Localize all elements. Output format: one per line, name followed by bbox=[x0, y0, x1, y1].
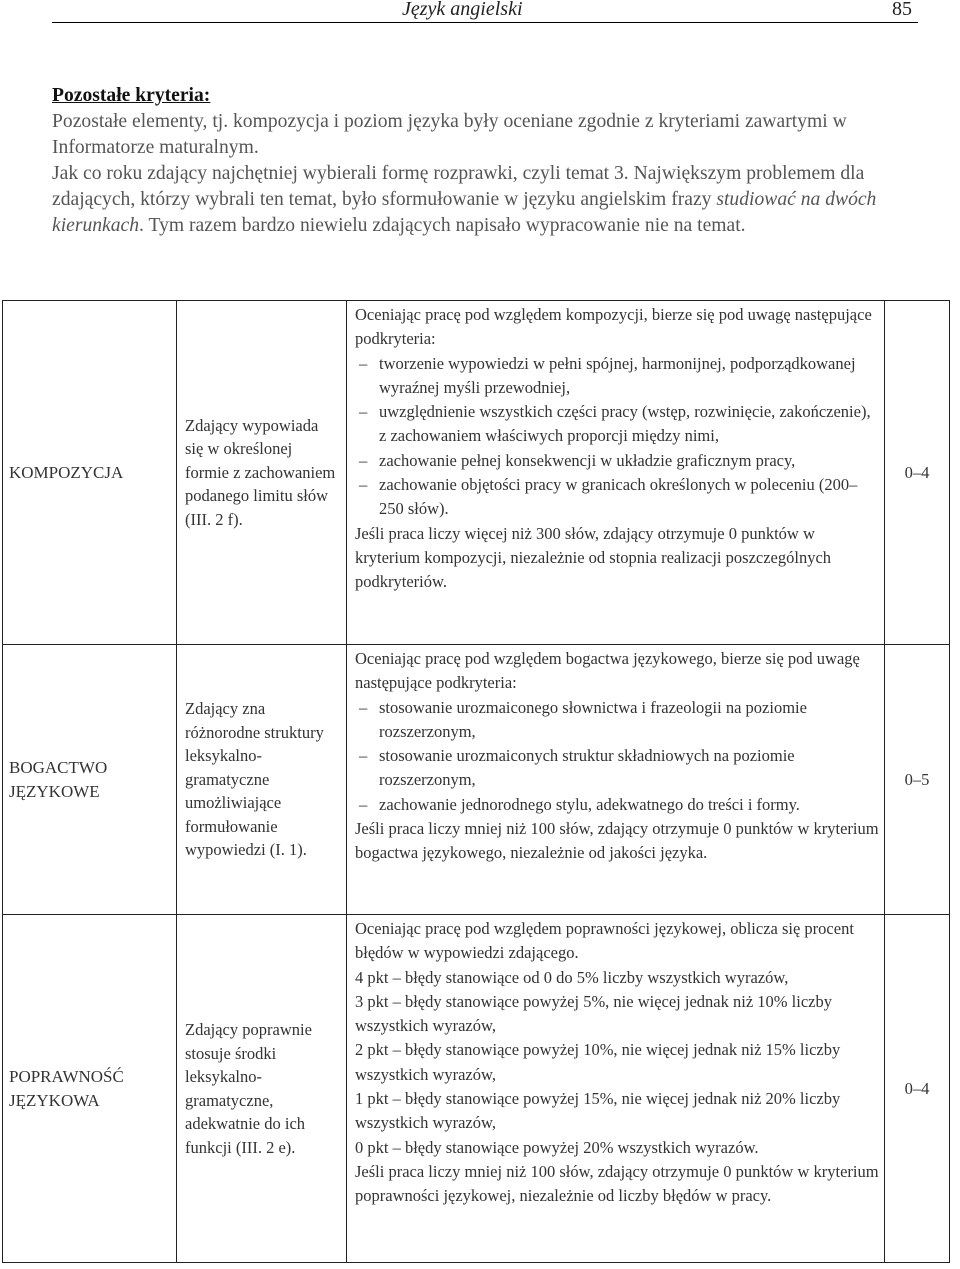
criteria-note: Jeśli praca liczy więcej niż 300 słów, zdający otrzymuje 0 punktów w kryterium kompozycji, niezależnie od stopnia realizacji poszczególnych podkryteriów. bbox=[355, 523, 832, 592]
score-cell: 0–5 bbox=[885, 645, 950, 915]
score-cell: 0–4 bbox=[885, 915, 950, 1263]
criteria-note: Jeśli praca liczy mniej niż 100 słów, zdający otrzymuje 0 punktów w kryterium bogactwa językowego, niezależnie od jakości języka. bbox=[355, 819, 879, 863]
criteria-detail-cell bbox=[347, 915, 885, 1263]
criteria-table bbox=[2, 300, 950, 1263]
score-band-line: 2 pkt – błędy stanowiące powyżej 10%, nie więcej jednak niż 15% liczby wszystkich wyrazów, bbox=[355, 1040, 841, 1084]
running-title: Język angielski bbox=[402, 0, 523, 20]
description-cell: Zdający zna różnorodne struktury leksykalno-gramatyczne umożliwiające formułowanie wypowiedzi (I. 1). bbox=[177, 645, 347, 915]
list-item: – uwzględnienie wszystkich części pracy (wstęp, rozwinięcie, zakończenie), z zachowaniem właściwych proporcji między nimi, bbox=[355, 400, 880, 449]
criteria-row-correctness bbox=[3, 915, 950, 1263]
score-band-line: 4 pkt – błędy stanowiące od 0 do 5% liczby wszystkich wyrazów, bbox=[355, 967, 789, 987]
page-number: 85 bbox=[892, 0, 912, 20]
intro-text: . Tym razem bardzo niewielu zdających napisało wypracowanie nie na temat. bbox=[139, 215, 746, 236]
criteria-detail-cell bbox=[347, 301, 885, 645]
emphasized-phrase: studiować na dwóch kierunkach bbox=[52, 189, 877, 236]
criteria-intro: Oceniając pracę pod względem poprawności językowej, oblicza się procent błędów w wypowiedzi zdającego. bbox=[355, 919, 854, 963]
category-cell: POPRAWNOŚĆ JĘZYKOWA bbox=[3, 915, 177, 1263]
criteria-note: Jeśli praca liczy mniej niż 100 słów, zdający otrzymuje 0 punktów w kryterium poprawności językowej, niezależnie od liczby błędów w pracy. bbox=[355, 1161, 879, 1206]
score-band-line: 0 pkt – błędy stanowiące powyżej 20% wszystkich wyrazów. bbox=[355, 1137, 759, 1157]
list-item: – zachowanie objętości pracy w granicach określonych w poleceniu (200–250 słów). bbox=[355, 473, 880, 522]
score-cell: 0–4 bbox=[885, 301, 950, 645]
intro-paragraph-2 bbox=[52, 161, 918, 239]
intro-text: Jak co roku zdający najchętniej wybierali formę rozprawki, czyli temat 3. Największym problemem dla zdających, którzy wybrali ten temat, było sformułowanie w języku angielskim frazy bbox=[52, 163, 865, 210]
list-item: – tworzenie wypowiedzi w pełni spójnej, harmonijnej, podporządkowanej wyraźnej myśli przewodniej, bbox=[355, 352, 880, 401]
list-item: – stosowanie urozmaiconego słownictwa i frazeologii na poziomie rozszerzonym, bbox=[355, 696, 880, 745]
criteria-intro: Oceniając pracę pod względem bogactwa językowego, bierze się pod uwagę następujące podkryteria: bbox=[355, 649, 860, 693]
criteria-detail-cell bbox=[347, 645, 885, 915]
category-cell: KOMPOZYCJA bbox=[3, 301, 177, 645]
subcriteria-list bbox=[355, 352, 880, 522]
category-cell: BOGACTWO JĘZYKOWE bbox=[3, 645, 177, 915]
criteria-row-composition bbox=[3, 301, 950, 645]
list-item: – stosowanie urozmaiconych struktur składniowych na poziomie rozszerzonym, bbox=[355, 744, 880, 793]
description-cell: Zdający poprawnie stosuje środki leksykalno-gramatyczne, adekwatnie do ich funkcji (III. 2 e). bbox=[177, 915, 347, 1263]
score-band-line: 1 pkt – błędy stanowiące powyżej 15%, nie więcej jednak niż 20% liczby wszystkich wyrazów, bbox=[355, 1089, 841, 1133]
page-header bbox=[52, 0, 918, 23]
score-band-line: 3 pkt – błędy stanowiące powyżej 5%, nie więcej jednak niż 10% liczby wszystkich wyrazów, bbox=[355, 991, 832, 1036]
criteria-row-richness bbox=[3, 645, 950, 915]
list-item: – zachowanie pełnej konsekwencji w układzie graficznym pracy, bbox=[355, 449, 880, 473]
subcriteria-list bbox=[355, 696, 880, 817]
description-cell: Zdający wypowiada się w określonej formie z zachowaniem podanego limitu słów (III. 2 f). bbox=[177, 301, 347, 645]
intro-section bbox=[52, 83, 918, 239]
list-item: – zachowanie jednorodnego stylu, adekwatnego do treści i formy. bbox=[355, 793, 880, 817]
section-heading: Pozostałe kryteria: bbox=[52, 85, 211, 106]
criteria-intro: Oceniając pracę pod względem kompozycji, bierze się pod uwagę następujące podkryteria: bbox=[355, 305, 872, 349]
intro-paragraph-1: Pozostałe elementy, tj. kompozycja i poziom języka były oceniane zgodnie z kryteriami zawartymi w Informatorze maturalnym. bbox=[52, 111, 847, 158]
